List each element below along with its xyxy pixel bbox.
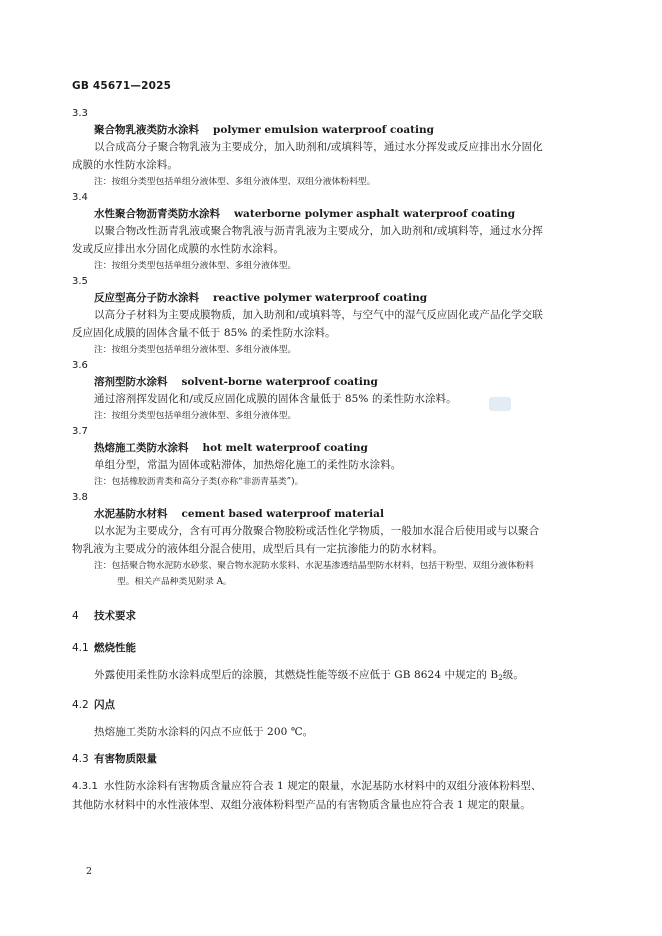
term-title-zh: 溶剂型防水涂料 xyxy=(94,376,168,388)
term-note: 注：按组分类型包括单组分液体型、多组分液体型。 xyxy=(94,411,297,421)
subsection-text-4-1 xyxy=(72,666,592,687)
subsection-title: 燃烧性能 xyxy=(94,642,136,654)
subsection-title: 有害物质限量 xyxy=(94,753,157,765)
clause-number: 4.3.1 xyxy=(72,781,98,792)
term-3-7 xyxy=(72,424,592,490)
term-title-en: solvent-borne waterproof coating xyxy=(181,376,378,388)
section-heading-4 xyxy=(72,608,592,624)
term-number: 3.3 xyxy=(72,108,88,119)
subsection-heading-4-1 xyxy=(72,640,592,656)
term-note: 注：包括聚合物水泥防水砂浆、聚合物水泥防水浆料、水泥基渗透结晶型防水材料，包括干粉型、双组分液体粉料 xyxy=(94,561,534,571)
term-number: 3.6 xyxy=(72,360,88,371)
term-title-en: reactive polymer waterproof coating xyxy=(213,292,428,304)
term-title xyxy=(72,374,592,390)
definition-line: 通过溶剂挥发固化和/或反应固化成膜的固体含量低于 85% 的柔性防水涂料。 xyxy=(94,393,457,405)
text-run: 级。 xyxy=(502,669,524,681)
term-definition xyxy=(72,306,592,342)
definition-line: 以合成高分子聚合物乳液为主要成分，加入助剂和/或填料等，通过水分挥发或反应排出水分固化 xyxy=(94,141,543,153)
section-title: 技术要求 xyxy=(94,610,136,622)
term-number: 3.5 xyxy=(72,276,88,287)
section-number: 4 xyxy=(72,610,79,622)
term-title-zh: 热熔施工类防水涂料 xyxy=(94,442,189,454)
term-definition xyxy=(72,390,592,408)
subscript: 2 xyxy=(498,674,503,682)
term-title xyxy=(72,506,592,522)
term-note: 注：按组分类型包括单组分液体型、多组分液体型。 xyxy=(94,261,297,271)
term-3-4 xyxy=(72,190,592,274)
term-note-continued: 型。相关产品种类见附录 A。 xyxy=(117,577,232,587)
term-3-8 xyxy=(72,490,592,590)
text-line xyxy=(72,777,592,796)
term-title-en: cement based waterproof material xyxy=(181,508,384,520)
term-note: 注：按组分类型包括单组分液体型、多组分液体型。 xyxy=(94,345,297,355)
term-number: 3.8 xyxy=(72,492,88,503)
subsection-text-4-2: 热熔施工类防水涂料的闪点不应低于 200 ℃。 xyxy=(94,726,314,738)
term-number: 3.7 xyxy=(72,426,88,437)
definition-line: 成膜的水性防水涂料。 xyxy=(72,159,178,171)
subsection-heading-4-3 xyxy=(72,751,592,767)
definition-line: 反应固化成膜的固体含量不低于 85% 的柔性防水涂料。 xyxy=(72,327,336,339)
text-line: 其他防水材料中的水性液体型、双组分液体粉料型产品的有害物质含量也应符合表 1 规定的限量。 xyxy=(72,799,531,811)
definition-line: 以水泥为主要成分，含有可再分散聚合物胶粉或活性化学物质，一般加水混合后使用或与以聚合 xyxy=(94,525,540,537)
subsection-title: 闪点 xyxy=(94,699,115,711)
text-run: 外露使用柔性防水涂料成型后的涂膜，其燃烧性能等级不应低于 GB 8624 中规定的 B xyxy=(94,669,499,681)
term-3-5 xyxy=(72,274,592,358)
term-title xyxy=(72,206,592,222)
definition-line: 以高分子材料为主要成膜物质，加入助剂和/或填料等，与空气中的湿气反应固化或产品化学交联 xyxy=(94,309,543,321)
term-title-zh: 聚合物乳液类防水涂料 xyxy=(94,124,199,136)
term-title xyxy=(72,122,592,138)
definition-line: 以聚合物改性沥青乳液或聚合物乳液与沥青乳液为主要成分，加入助剂和/或填料等，通过水分挥 xyxy=(94,225,543,237)
term-definition xyxy=(72,522,592,558)
text-run: 水性防水涂料有害物质含量应符合表 1 规定的限量，水泥基防水材料中的双组分液体粉料型、 xyxy=(103,780,542,792)
term-title-zh: 水泥基防水材料 xyxy=(94,508,168,520)
term-number: 3.4 xyxy=(72,192,88,203)
definition-line: 发或反应排出水分固化成膜的水性防水涂料。 xyxy=(72,243,284,255)
subsection-text-4-3-1 xyxy=(72,777,592,814)
subsection-number: 4.1 xyxy=(72,642,89,654)
term-definition xyxy=(72,456,592,474)
term-definition xyxy=(72,138,592,174)
subsection-number: 4.3 xyxy=(72,753,89,765)
standard-code: GB 45671—2025 xyxy=(72,80,172,92)
term-title xyxy=(72,440,592,456)
term-3-6 xyxy=(72,358,592,424)
term-3-3 xyxy=(72,106,592,190)
definition-line: 物乳液为主要成分的液体组分混合使用，成型后具有一定抗渗能力的防水材料。 xyxy=(72,543,443,555)
term-title xyxy=(72,290,592,306)
term-title-zh: 水性聚合物沥青类防水涂料 xyxy=(94,208,220,220)
subsection-heading-4-2 xyxy=(72,697,592,713)
term-note: 注：按组分类型包括单组分液体型、多组分液体型、双组分液体粉料型。 xyxy=(94,177,376,187)
term-title-en: hot melt waterproof coating xyxy=(202,442,368,454)
term-definition xyxy=(72,222,592,258)
definition-line: 单组分型，常温为固体或粘滞体，加热熔化施工的柔性防水涂料。 xyxy=(94,459,402,471)
term-title-en: polymer emulsion waterproof coating xyxy=(213,124,434,136)
page-number: 2 xyxy=(86,866,93,877)
subsection-number: 4.2 xyxy=(72,699,89,711)
term-note: 注：包括橡胶沥青类和高分子类(亦称“非沥青基类”)。 xyxy=(94,477,304,487)
term-title-en: waterborne polymer asphalt waterproof coating xyxy=(234,208,516,220)
document-body xyxy=(72,106,592,814)
term-title-zh: 反应型高分子防水涂料 xyxy=(94,292,199,304)
